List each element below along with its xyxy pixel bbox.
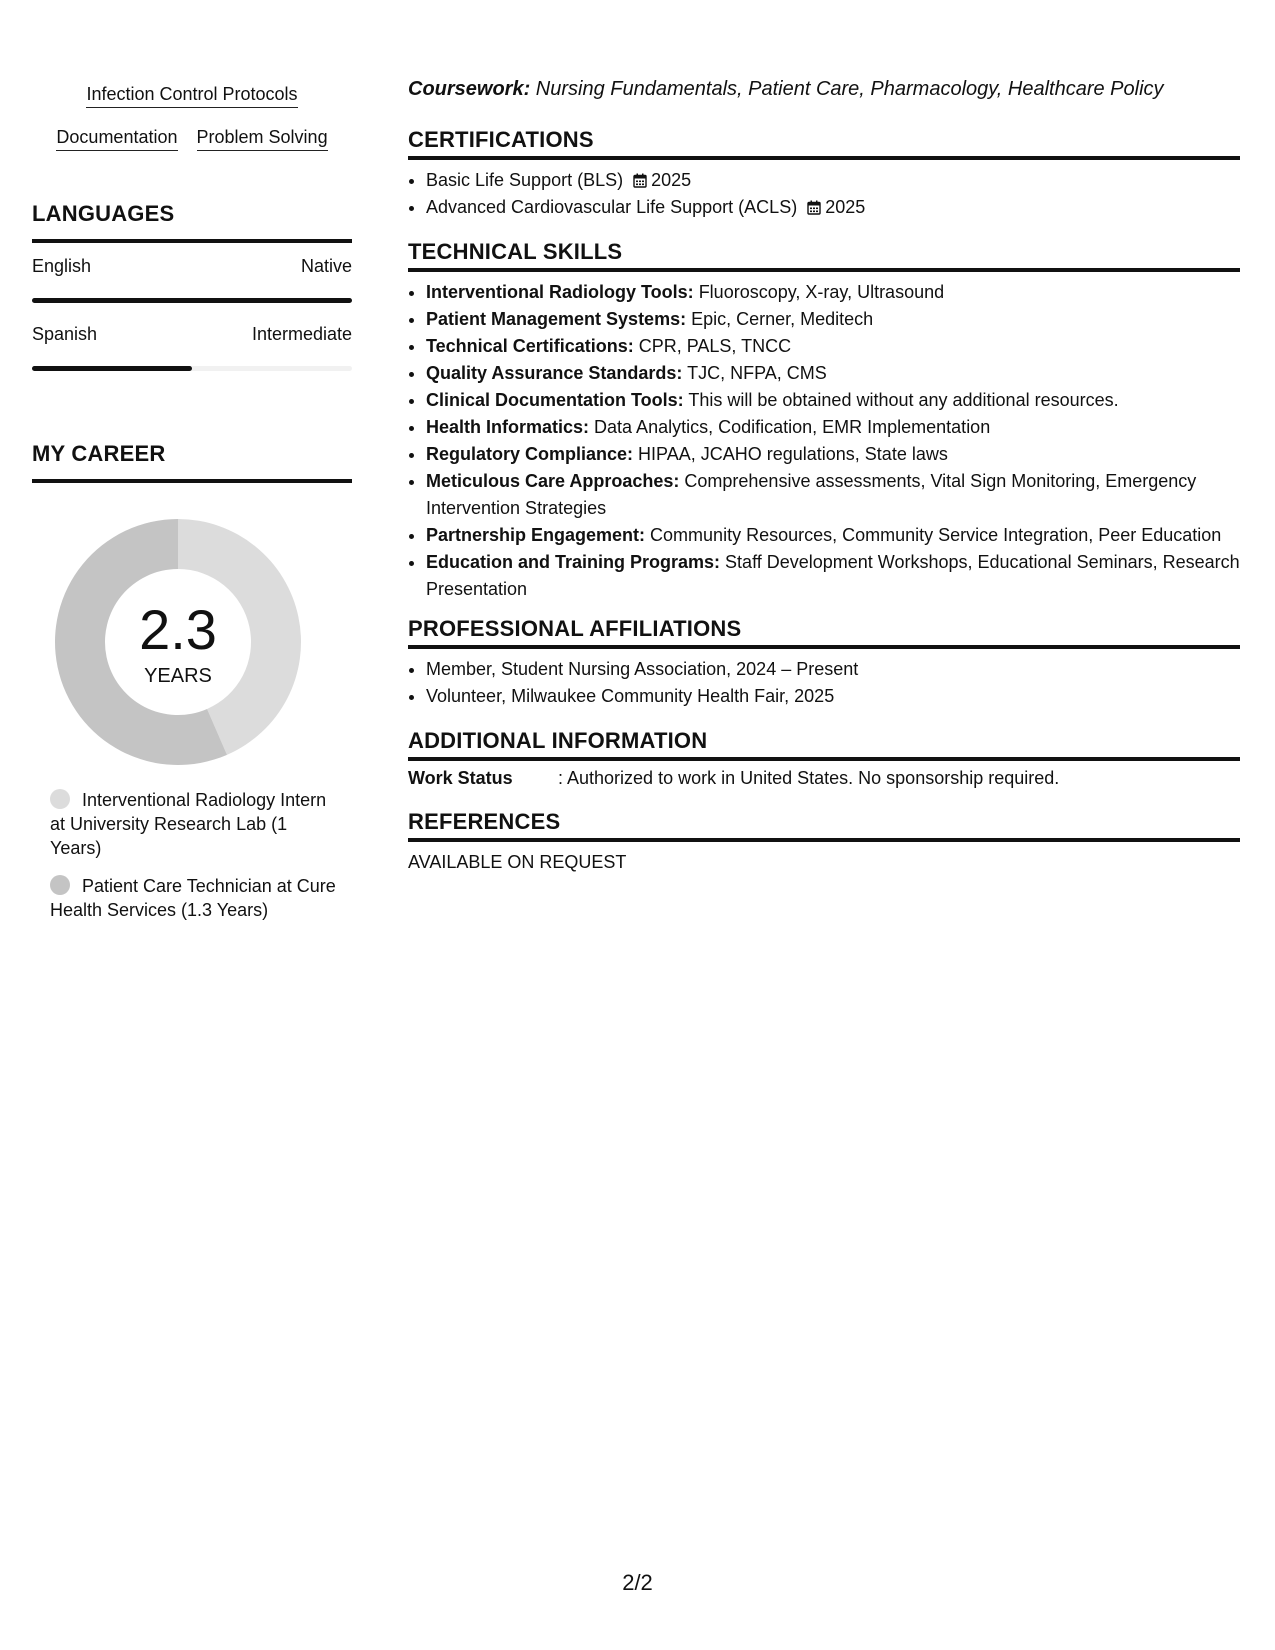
- language-bar-spanish: [32, 366, 352, 371]
- skill-value: TJC, NFPA, CMS: [682, 363, 827, 383]
- career-legend-text: Patient Care Technician at Cure Health Services (1.3 Years): [50, 876, 336, 920]
- languages-divider: [32, 239, 352, 243]
- additional-info-divider: [408, 757, 1240, 761]
- certification-name: Advanced Cardiovascular Life Support (ACLS): [426, 197, 798, 217]
- affiliations-divider: [408, 645, 1240, 649]
- skill-value: Data Analytics, Codification, EMR Implementation: [589, 417, 991, 437]
- language-bar-english: [32, 298, 352, 303]
- skill-label: Interventional Radiology Tools:: [426, 282, 694, 302]
- references-divider: [408, 838, 1240, 842]
- career-donut-chart: [54, 518, 302, 766]
- language-bar-fill: [32, 366, 192, 371]
- technical-skills-list: [408, 279, 1240, 603]
- references-title: REFERENCES: [408, 809, 561, 834]
- additional-info-title: ADDITIONAL INFORMATION: [408, 728, 708, 753]
- language-bar-fill: [32, 298, 352, 303]
- skill-value: Epic, Cerner, Meditech: [686, 309, 874, 329]
- career-total-years: 2.3: [139, 598, 217, 661]
- certification-year: 2025: [651, 170, 692, 190]
- certifications-title: CERTIFICATIONS: [408, 127, 594, 152]
- skill-tag: Problem Solving: [197, 127, 328, 151]
- legend-dot: [50, 875, 70, 895]
- certification-year: 2025: [825, 197, 866, 217]
- references-text: AVAILABLE ON REQUEST: [408, 852, 627, 872]
- skill-value: Staff Development Workshops, Educational Seminars, Research Presentation: [426, 552, 1240, 599]
- affiliations-list: [408, 656, 858, 710]
- skills-row-2: [32, 127, 352, 151]
- skill-label: Quality Assurance Standards:: [426, 363, 683, 383]
- skill-value: HIPAA, JCAHO regulations, State laws: [633, 444, 948, 464]
- page-number: 2/2: [622, 1570, 653, 1595]
- skill-value: Comprehensive assessments, Vital Sign Monitoring, Emergency Intervention Strategies: [426, 471, 1197, 518]
- skill-item: [426, 549, 1240, 603]
- technical-skills-divider: [408, 268, 1240, 272]
- affiliations-title: PROFESSIONAL AFFILIATIONS: [408, 616, 742, 641]
- affiliation-item: • Member, Student Nursing Association, 2024 – Present: [426, 656, 858, 683]
- language-level: Native: [300, 256, 352, 276]
- language-row-spanish: [32, 324, 352, 345]
- career-divider: [32, 479, 352, 483]
- coursework-label: Coursework:: [408, 78, 531, 100]
- skill-item: [426, 360, 1240, 387]
- skills-row-1: [32, 84, 352, 108]
- career-total-unit: YEARS: [144, 665, 212, 687]
- certifications-divider: [408, 156, 1240, 160]
- certifications-list: [408, 167, 865, 221]
- work-status-value: : Authorized to work in United States. No sponsorship required.: [558, 768, 1060, 788]
- language-level: Intermediate: [251, 324, 352, 344]
- certification-name: Basic Life Support (BLS): [426, 170, 624, 190]
- skill-tag: Documentation: [56, 127, 177, 151]
- skill-item: [426, 306, 1240, 333]
- calendar-icon: [633, 173, 647, 188]
- work-status-label: Work Status: [408, 768, 513, 788]
- calendar-icon: [807, 200, 821, 215]
- skill-label: Clinical Documentation Tools:: [426, 390, 684, 410]
- skill-label: Partnership Engagement:: [426, 525, 646, 545]
- skill-value: This will be obtained without any additional resources.: [683, 390, 1119, 410]
- languages-title: LANGUAGES: [32, 201, 175, 226]
- language-name: Spanish: [32, 324, 98, 344]
- skill-label: Meticulous Care Approaches:: [426, 471, 680, 491]
- affiliation-item: • Volunteer, Milwaukee Community Health Fair, 2025: [426, 683, 858, 710]
- legend-dot: [50, 789, 70, 809]
- skill-item: [426, 414, 1240, 441]
- career-legend-text: Interventional Radiology Intern at University Research Lab (1 Years): [50, 790, 327, 858]
- skill-label: Regulatory Compliance:: [426, 444, 634, 464]
- skill-item: [426, 387, 1240, 414]
- skill-label: Education and Training Programs:: [426, 552, 721, 572]
- skill-tag: Infection Control Protocols: [86, 84, 297, 108]
- certification-item: [426, 167, 865, 194]
- language-row-english: [32, 256, 352, 277]
- skill-item: [426, 468, 1240, 522]
- skill-label: Patient Management Systems:: [426, 309, 687, 329]
- skill-value: Community Resources, Community Service Integration, Peer Education: [645, 525, 1222, 545]
- career-legend-item: [50, 874, 340, 922]
- certification-item: [426, 194, 865, 221]
- career-legend-item: [50, 788, 340, 860]
- coursework-line: [408, 78, 1164, 101]
- skill-label: Technical Certifications:: [426, 336, 634, 356]
- skill-item: [426, 441, 1240, 468]
- skill-value: CPR, PALS, TNCC: [633, 336, 792, 356]
- skill-label: Health Informatics:: [426, 417, 590, 437]
- technical-skills-title: TECHNICAL SKILLS: [408, 239, 623, 264]
- coursework-value: Nursing Fundamentals, Patient Care, Pharmacology, Healthcare Policy: [530, 78, 1164, 100]
- skill-item: [426, 279, 1240, 306]
- language-name: English: [32, 256, 92, 276]
- skill-item: [426, 333, 1240, 360]
- skill-value: Fluoroscopy, X-ray, Ultrasound: [693, 282, 945, 302]
- skill-item: [426, 522, 1240, 549]
- career-title: MY CAREER: [32, 441, 166, 466]
